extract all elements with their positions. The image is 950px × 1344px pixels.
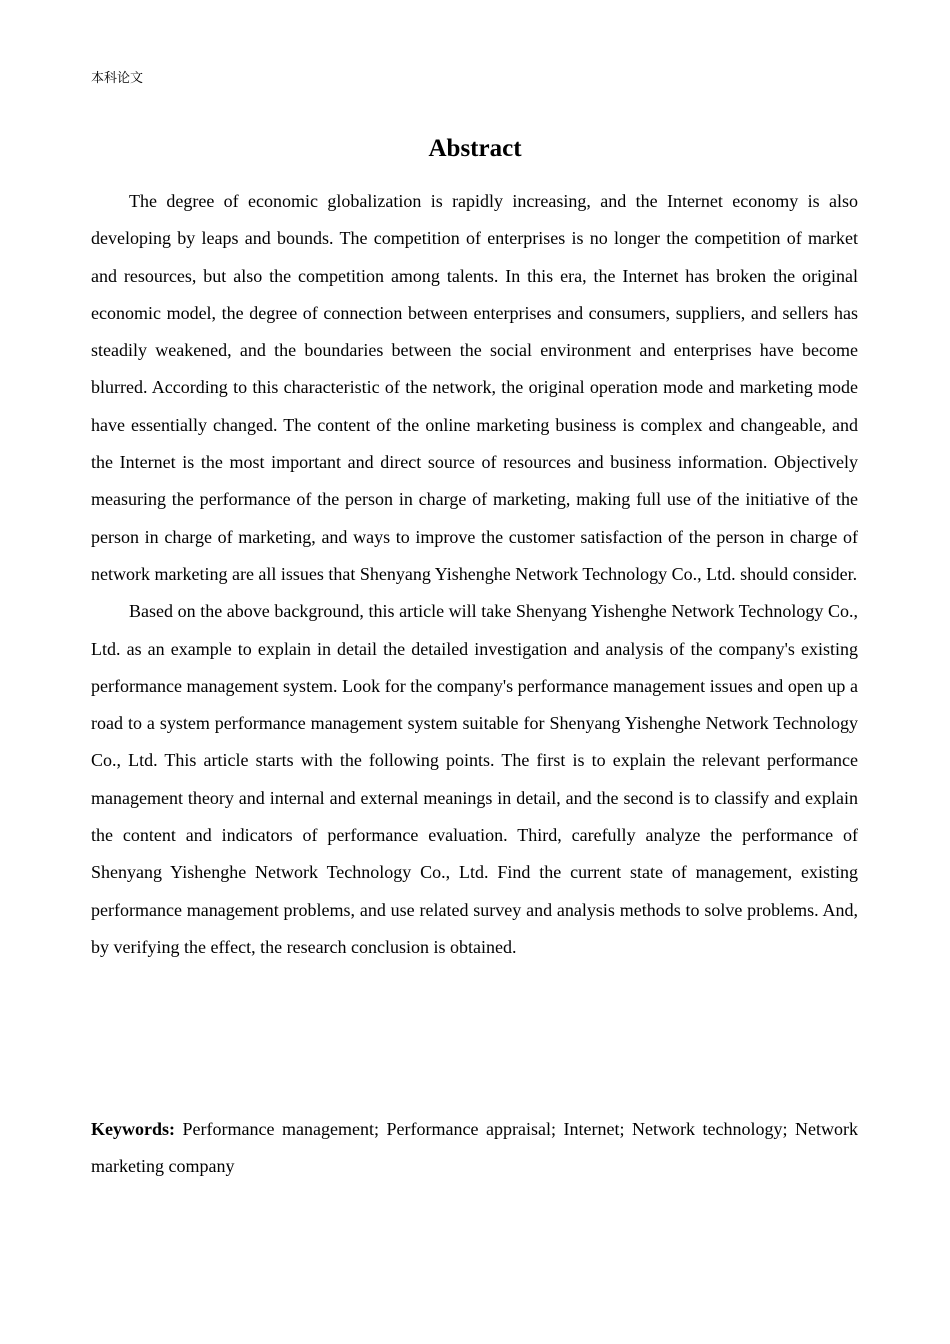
keywords-line xyxy=(91,1111,858,1186)
keywords-label: Keywords: xyxy=(91,1119,175,1139)
abstract-body xyxy=(91,183,858,966)
abstract-title: Abstract xyxy=(428,135,522,162)
abstract-paragraph-1: The degree of economic globalization is rapidly increasing, and the Internet economy is also developing by leaps and bounds. The competition of enterprises is no longer the competition of market and resources, but also the competition among talents. In this era, the Internet has broken the original economic model, the degree of connection between enterprises and consumers, suppliers, and sellers has steadily weakened, and the boundaries between the social environment and enterprises have become blurred. According to this characteristic of the network, the original operation mode and marketing mode have essentially changed. The content of the online marketing business is complex and changeable, and the Internet is the most important and direct source of resources and business information. Objectively measuring the performance of the person in charge of marketing, making full use of the initiative of the person in charge of marketing, and ways to improve the customer satisfaction of the person in charge of network marketing are all issues that Shenyang Yishenghe Network Technology Co., Ltd. should consider. xyxy=(91,191,858,584)
keywords-text: Performance management; Performance appraisal; Internet; Network technology; Network marketing company xyxy=(91,1119,858,1177)
running-header: 本科论文 xyxy=(91,71,144,86)
abstract-paragraph-2: Based on the above background, this article will take Shenyang Yishenghe Network Technology Co., Ltd. as an example to explain in detail the detailed investigation and analysis of the company's existing performance management system. Look for the company's performance management issues and open up a road to a system performance management system suitable for Shenyang Yishenghe Network Technology Co., Ltd. This article starts with the following points. The first is to explain the relevant performance management theory and internal and external meanings in detail, and the second is to classify and explain the content and indicators of performance evaluation. Third, carefully analyze the performance of Shenyang Yishenghe Network Technology Co., Ltd. Find the current state of management, existing performance management problems, and use related survey and analysis methods to solve problems. And, by verifying the effect, the research conclusion is obtained. xyxy=(91,601,858,957)
